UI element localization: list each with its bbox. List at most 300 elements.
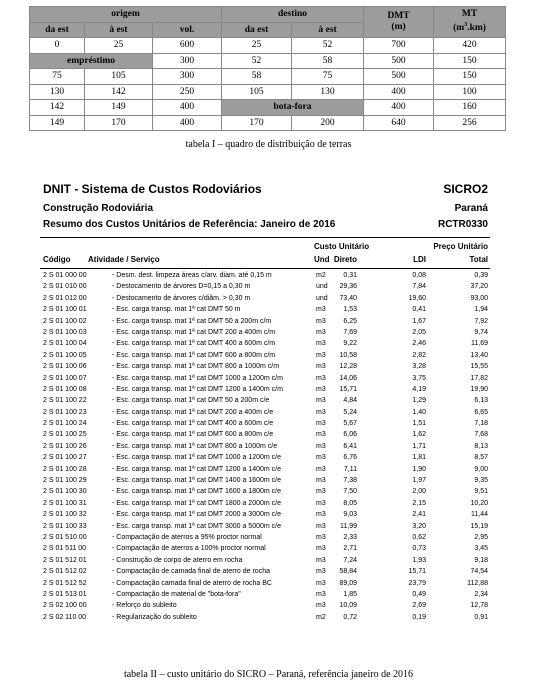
unit: m3 [316, 477, 326, 485]
total-price: 11,69 [471, 340, 488, 348]
total-price: 19,90 [470, 385, 488, 393]
ldi-cost: 2,41 [412, 511, 426, 519]
table-row [40, 566, 490, 577]
destino-da-est-header: da est [222, 22, 292, 38]
ldi-cost: 1,97 [412, 477, 426, 485]
service-description: - Esc. carga transp. mat 1ª cat DMT 200 a 400m c/e [112, 408, 274, 416]
service-description: - Compactação de aterros a 95% proctor normal [112, 533, 262, 541]
total-price: 8,57 [474, 454, 488, 462]
total-price: 74,54 [470, 568, 488, 576]
table-row [40, 509, 490, 520]
total-price: 6,65 [474, 408, 488, 416]
table-row [40, 475, 490, 486]
ldi-cost: 0,41 [412, 306, 426, 314]
table-row [30, 84, 506, 100]
header-rule-top [40, 237, 490, 238]
service-description: - Esc. carga transp. mat 1ª cat DMT 400 a 600m c/m [112, 340, 276, 348]
service-code: 2 S 01 100 08 [43, 385, 87, 393]
direct-cost: 2,71 [343, 545, 357, 553]
service-code: 2 S 01 100 03 [43, 328, 87, 336]
table-row [40, 600, 490, 611]
unit: m3 [316, 545, 326, 553]
direct-cost: 10,58 [339, 351, 357, 359]
direct-cost: 6,06 [343, 431, 357, 439]
table-row [30, 69, 506, 85]
direct-cost: 6,41 [343, 442, 357, 450]
cell: 100 [434, 84, 506, 100]
ldi-cost: 15,71 [408, 568, 426, 576]
ldi-cost: 23,79 [408, 579, 426, 587]
service-code: 2 S 01 100 07 [43, 374, 87, 382]
unit: m3 [316, 374, 326, 382]
service-code: 2 S 01 100 06 [43, 363, 87, 371]
service-description: - Compactação de camada final de aterro de rocha [112, 568, 270, 576]
cell: 149 [85, 100, 153, 116]
distribution-table [29, 6, 506, 131]
cell: 52 [292, 38, 364, 54]
ldi-cost: 1,67 [412, 317, 426, 325]
cell: 75 [292, 69, 364, 85]
service-code: 2 S 01 100 24 [43, 420, 87, 428]
table-row [40, 338, 490, 349]
direct-cost: 7,69 [343, 328, 357, 336]
total-price: 9,35 [474, 477, 488, 485]
cell: 640 [364, 115, 434, 131]
ldi-cost: 0,19 [412, 613, 426, 621]
direct-cost: 89,09 [339, 579, 357, 587]
origem-a-est-header: à est [85, 22, 153, 38]
service-description: - Esc. carga transp. mat 1ª cat DMT 2000 a 3000m c/e [112, 511, 281, 519]
ldi-cost: 0,73 [412, 545, 426, 553]
mt-label: MT [461, 9, 478, 20]
header-rule-bottom [40, 268, 490, 269]
column-headers [40, 240, 490, 268]
dmt-label: DMT [387, 11, 410, 21]
ldi-cost: 2,00 [412, 488, 426, 496]
mt-unit-sup: 3 [464, 22, 468, 29]
direct-cost: 14,06 [339, 374, 357, 382]
ldi-cost: 1,51 [412, 420, 426, 428]
service-description: - Esc. carga transp. mat 1ª cat DMT 400 a 600m c/e [112, 420, 274, 428]
ldi-cost: 7,84 [412, 283, 426, 291]
direto-header: Direto [333, 255, 357, 264]
service-code: 2 S 01 100 32 [43, 511, 87, 519]
cell: 142 [85, 84, 153, 100]
ldi-cost: 0,49 [412, 590, 426, 598]
cell: 250 [153, 84, 222, 100]
direct-cost: 15,71 [339, 385, 357, 393]
table-row [40, 407, 490, 418]
direct-cost: 1,53 [343, 306, 357, 314]
report-title-row [40, 182, 490, 200]
table-row [40, 316, 490, 327]
unit: m3 [316, 522, 326, 530]
direct-cost: 58,84 [339, 568, 357, 576]
report-title: DNIT - Sistema de Custos Rodoviários [43, 182, 262, 196]
service-code: 2 S 02 100 00 [43, 602, 87, 610]
origem-da-est-header: da est [30, 22, 85, 38]
service-description: - Esc. carga transp. mat 1ª cat DMT 1200 a 1400m c/e [112, 465, 281, 473]
unit: m3 [316, 488, 326, 496]
table-row [30, 100, 506, 116]
ldi-cost: 4,19 [412, 385, 426, 393]
service-description: - Esc. carga transp. mat 1ª cat DMT 600 a 800m c/m [112, 351, 276, 359]
service-code: 2 S 01 000 00 [43, 272, 87, 279]
table-row [30, 115, 506, 131]
direct-cost: 7,24 [343, 556, 357, 564]
unit: m3 [316, 533, 326, 541]
total-price: 9,18 [474, 556, 488, 564]
direct-cost: 10,09 [339, 602, 357, 610]
ldi-cost: 2,15 [412, 499, 426, 507]
direct-cost: 7,11 [343, 465, 357, 473]
total-price: 13,40 [470, 351, 488, 359]
codigo-header: Código [43, 255, 71, 264]
total-price: 15,55 [470, 363, 488, 371]
unit: m3 [316, 351, 326, 359]
service-description: - Esc. carga transp. mat 1ª cat DMT 1000 a 1200m c/m [112, 374, 283, 382]
service-description: - Esc. carga transp. mat 1ª cat DMT 50 m [112, 306, 241, 314]
direct-cost: 12,28 [339, 363, 357, 371]
ldi-cost: 1,81 [412, 454, 426, 462]
service-description: - Reforço do subleito [112, 602, 177, 610]
unit: m3 [316, 385, 326, 393]
service-code: 2 S 01 512 52 [43, 579, 87, 587]
total-price: 9,74 [474, 328, 488, 336]
service-description: - Esc. carga transp. mat 1ª cat DMT 3000 a 5000m c/e [112, 522, 281, 530]
service-description: - Esc. carga transp. mat 1ª cat DMT 1000 a 1200m c/e [112, 454, 281, 462]
total-price: 2,34 [474, 590, 488, 598]
service-code: 2 S 01 100 26 [43, 442, 87, 450]
cell: 300 [153, 69, 222, 85]
service-code: 2 S 01 010 00 [43, 283, 87, 291]
table-row [40, 281, 490, 292]
table-row [30, 38, 506, 54]
report-code: RCTR0330 [437, 219, 488, 230]
table-row [40, 270, 490, 281]
und-header: Und [314, 255, 330, 264]
total-price: 2,95 [474, 533, 488, 541]
table-row [40, 293, 490, 304]
cell: 170 [222, 115, 292, 131]
direct-cost: 5,67 [343, 420, 357, 428]
unit: m3 [316, 442, 326, 450]
service-code: 2 S 01 012 00 [43, 294, 87, 302]
custo-unitario-header: Custo Unitário [314, 242, 370, 251]
total-price: 3,45 [474, 545, 488, 553]
total-price: 10,20 [470, 499, 488, 507]
cell: 400 [364, 84, 434, 100]
cell: 0 [30, 38, 85, 54]
cell: 500 [364, 53, 434, 69]
table-row [40, 361, 490, 372]
table-row [40, 441, 490, 452]
total-price: 11,44 [471, 511, 488, 519]
total-price: 6,13 [474, 397, 488, 405]
cell: 420 [434, 38, 506, 54]
unit: m3 [316, 408, 326, 416]
table-row [40, 555, 490, 566]
direct-cost: 9,22 [343, 340, 357, 348]
total-price: 112,88 [467, 579, 488, 587]
direct-cost: 6,76 [343, 454, 357, 462]
total-price: 15,19 [470, 522, 488, 530]
destino-a-est-header: à est [292, 22, 364, 38]
ldi-cost: 0,08 [412, 272, 426, 279]
table-row [40, 543, 490, 554]
total-price: 0,91 [474, 613, 488, 621]
table-row [40, 418, 490, 429]
direct-cost: 29,36 [339, 283, 357, 291]
service-description: - Esc. carga transp. mat 1ª cat DMT 1200 a 1400m c/m [112, 385, 283, 393]
direct-cost: 73,40 [339, 294, 357, 302]
cell: 52 [222, 53, 292, 69]
total-price: 7,92 [474, 317, 488, 325]
cell: 149 [30, 115, 85, 131]
cell: 160 [434, 100, 506, 116]
unit: m3 [316, 499, 326, 507]
service-description: - Esc. carga transp. mat 1ª cat DMT 50 a 200m c/e [112, 397, 270, 405]
cell: 600 [153, 38, 222, 54]
table-row [40, 350, 490, 361]
ldi-cost: 1,90 [412, 465, 426, 473]
unit: m2 [316, 613, 326, 621]
report-name: Resumo dos Custos Unitários de Referência: Janeiro de 2016 [43, 219, 336, 230]
direct-cost: 8,05 [343, 499, 357, 507]
ldi-cost: 3,28 [412, 363, 426, 371]
total-price: 37,20 [470, 283, 488, 291]
service-description: - Compactação de material de "bota-fora" [112, 590, 241, 598]
table2-caption: tabela II – custo unitário do SICRO – Paraná, referência janeiro de 2016 [123, 669, 414, 680]
service-code: 2 S 01 100 22 [43, 397, 87, 405]
total-price: 9,51 [474, 488, 488, 496]
ldi-cost: 1,62 [412, 431, 426, 439]
table-row [30, 53, 506, 69]
ldi-cost: 1,93 [412, 556, 426, 564]
emprestimo-label: empréstimo [30, 53, 153, 69]
cell: 130 [30, 84, 85, 100]
table-row [40, 304, 490, 315]
service-code: 2 S 01 512 02 [43, 568, 87, 576]
direct-cost: 2,33 [343, 533, 357, 541]
direct-cost: 9,03 [343, 511, 357, 519]
cell: 170 [85, 115, 153, 131]
table-row [40, 486, 490, 497]
cell: 25 [85, 38, 153, 54]
direct-cost: 6,25 [343, 317, 357, 325]
service-code: 2 S 01 100 29 [43, 477, 87, 485]
bota-fora-label: bota-fora [222, 100, 364, 116]
service-code: 2 S 01 510 00 [43, 533, 87, 541]
service-code: 2 S 01 100 27 [43, 454, 87, 462]
unit: m3 [316, 420, 326, 428]
cell: 150 [434, 69, 506, 85]
cell: 300 [153, 53, 222, 69]
ldi-cost: 2,82 [412, 351, 426, 359]
unit: m3 [316, 397, 326, 405]
service-code: 2 S 01 511 00 [43, 545, 87, 553]
total-header: Total [469, 255, 488, 264]
unit: m2 [316, 272, 326, 279]
table-row [40, 395, 490, 406]
service-description: - Destocamento de árvores c/diâm. > 0,30 m [112, 294, 251, 302]
total-price: 0,39 [474, 272, 488, 279]
cell: 700 [364, 38, 434, 54]
service-description: - Compactação camada final de aterro de rocha BC [112, 579, 272, 587]
vol-header: vol. [153, 22, 222, 38]
destino-header: destino [222, 7, 364, 23]
cell: 150 [434, 53, 506, 69]
service-code: 2 S 02 110 00 [43, 613, 87, 621]
table-row [40, 521, 490, 532]
sicro-report [40, 182, 490, 656]
service-description: - Desm. dest. limpeza áreas c/arv. diam. até 0,15 m [112, 272, 272, 279]
service-description: - Compactação de aterros a 100% proctor normal [112, 545, 266, 553]
service-description: - Esc. carga transp. mat 1ª cat DMT 800 a 1000m c/m [112, 363, 280, 371]
total-price: 8,13 [474, 442, 488, 450]
ldi-cost: 2,46 [412, 340, 426, 348]
service-code: 2 S 01 100 05 [43, 351, 87, 359]
total-price: 93,00 [470, 294, 488, 302]
cell: 105 [222, 84, 292, 100]
table-row [40, 327, 490, 338]
total-price: 7,18 [474, 420, 488, 428]
total-price: 9,00 [474, 465, 488, 473]
mt-header [434, 7, 506, 38]
service-code: 2 S 01 513 01 [43, 590, 87, 598]
ldi-header: LDI [413, 255, 426, 264]
total-price: 1,94 [474, 306, 488, 314]
service-code: 2 S 01 100 28 [43, 465, 87, 473]
service-code: 2 S 01 100 02 [43, 317, 87, 325]
mt-unit-end: .km) [467, 23, 486, 34]
service-code: 2 S 01 100 01 [43, 306, 87, 314]
table-row [40, 589, 490, 600]
cell: 200 [292, 115, 364, 131]
total-price: 17,82 [470, 374, 488, 382]
ldi-cost: 1,71 [412, 442, 426, 450]
unit: m3 [316, 328, 326, 336]
unit: m3 [316, 363, 326, 371]
table-row [40, 532, 490, 543]
cost-rows [40, 270, 490, 623]
report-state: Paraná [454, 203, 488, 214]
ldi-cost: 0,62 [412, 533, 426, 541]
unit: m3 [316, 306, 326, 314]
ldi-cost: 2,05 [412, 328, 426, 336]
table-row [40, 464, 490, 475]
cell: 500 [364, 69, 434, 85]
system-name: SICRO2 [443, 182, 488, 196]
unit: und [316, 283, 328, 291]
cell: 130 [292, 84, 364, 100]
service-code: 2 S 01 100 31 [43, 499, 87, 507]
direct-cost: 0,31 [343, 272, 357, 279]
service-description: - Esc. carga transp. mat 1ª cat DMT 1800 a 2000m c/e [112, 499, 281, 507]
unit: m3 [316, 431, 326, 439]
service-description: - Esc. carga transp. mat 1ª cat DMT 200 a 400m c/m [112, 328, 276, 336]
ldi-cost: 19,60 [408, 294, 426, 302]
total-price: 7,68 [474, 431, 488, 439]
report-name-row [40, 219, 490, 235]
service-code: 2 S 01 512 01 [43, 556, 87, 564]
ldi-cost: 3,20 [412, 522, 426, 530]
mt-unit: (m [453, 23, 465, 34]
unit: m3 [316, 317, 326, 325]
table1-caption: tabela I – quadro de distribuição de terras [185, 139, 352, 150]
cell: 58 [292, 53, 364, 69]
cell: 105 [85, 69, 153, 85]
service-code: 2 S 01 100 23 [43, 408, 87, 416]
table-row [40, 578, 490, 589]
cell: 142 [30, 100, 85, 116]
service-description: - Esc. carga transp. mat 1ª cat DMT 600 a 800m c/e [112, 431, 274, 439]
service-description: - Destocamento de árvores D=0,15 a 0,30 m [112, 283, 251, 291]
service-description: - Esc. carga transp. mat 1ª cat DMT 1600 a 1800m c/e [112, 488, 281, 496]
total-price: 12,78 [470, 602, 488, 610]
dmt-unit: (m) [391, 22, 406, 32]
table-row [40, 384, 490, 395]
service-code: 2 S 01 100 25 [43, 431, 87, 439]
table-row [40, 612, 490, 623]
ldi-cost: 3,75 [412, 374, 426, 382]
unit: m3 [316, 568, 326, 576]
origem-header: origem [30, 7, 222, 23]
direct-cost: 4,84 [343, 397, 357, 405]
cell: 400 [153, 115, 222, 131]
unit: m3 [316, 340, 326, 348]
direct-cost: 7,38 [343, 477, 357, 485]
ldi-cost: 1,29 [412, 397, 426, 405]
ldi-cost: 1,40 [412, 408, 426, 416]
unit: m3 [316, 590, 326, 598]
direct-cost: 0,72 [343, 613, 357, 621]
ldi-cost: 2,69 [412, 602, 426, 610]
service-description: - Esc. carga transp. mat 1ª cat DMT 1400 a 1600m c/e [112, 477, 281, 485]
cell: 75 [30, 69, 85, 85]
service-description: - Esc. carga transp. mat 1ª cat DMT 800 a 1000m c/e [112, 442, 278, 450]
service-description: - Construção de corpo de aterro em rocha [112, 556, 243, 564]
cell: 400 [364, 100, 434, 116]
cell: 256 [434, 115, 506, 131]
service-code: 2 S 01 100 33 [43, 522, 87, 530]
cell: 25 [222, 38, 292, 54]
dmt-header [364, 7, 434, 38]
unit: m3 [316, 465, 326, 473]
report-subtitle-row [40, 203, 490, 219]
table-row [40, 498, 490, 509]
direct-cost: 11,99 [340, 522, 357, 530]
unit: m3 [316, 454, 326, 462]
service-description: - Esc. carga transp. mat 1ª cat DMT 50 a 200m c/m [112, 317, 272, 325]
direct-cost: 1,85 [343, 590, 357, 598]
unit: und [316, 294, 328, 302]
report-subtitle: Construção Rodoviária [43, 203, 154, 214]
table-row [40, 373, 490, 384]
service-description: - Regularização do subleito [112, 613, 197, 621]
unit: m3 [316, 602, 326, 610]
atividade-header: Atividade / Serviço [88, 255, 160, 264]
service-code: 2 S 01 100 04 [43, 340, 87, 348]
direct-cost: 7,50 [343, 488, 357, 496]
table-row [40, 452, 490, 463]
cell: 58 [222, 69, 292, 85]
table-row [40, 429, 490, 440]
direct-cost: 5,24 [343, 408, 357, 416]
unit: m3 [316, 511, 326, 519]
cell: 400 [153, 100, 222, 116]
unit: m3 [316, 579, 326, 587]
